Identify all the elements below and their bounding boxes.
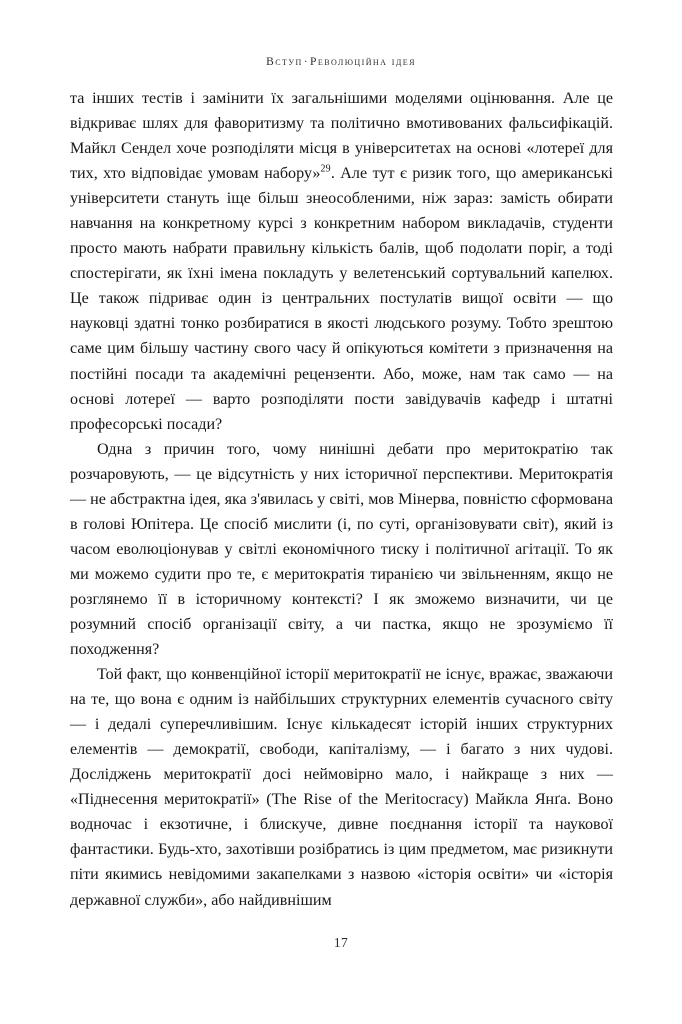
paragraph-3-text-part-1: Той факт, що конвенційної історії меритократії не існує, вражає, зважаючи на те, що вона є одним із найбільших структурних елементів сучасного світу — і дедалі суперечливішим. Існує кількадесят історій інших структурних елементів — демократії, свободи, капіталізму, — і багато з них чудові. Досліджень меритократії досі неймовірно мало, і найкраще з них — «Піднесення меритократії» ( (70, 666, 613, 809)
page-number: 17 (333, 935, 349, 950)
running-head-title: Революційна ідея (310, 56, 416, 68)
running-head-separator: · (303, 56, 310, 68)
paragraph-2: Одна з причин того, чому нинішні дебати про меритократію так розчаровують, — це відсутність у них історичної перспективи. Меритократія — не абстрактна ідея, яка з'явилась у світі, мов Мінерва, повністю сформована в голові Юпітера. Це спосіб мислити (і, по суті, організовувати світ), який із часом еволюціонував у світлі економічного тиску і політичної агітації. То як ми можемо судити про те, є меритократія тиранією чи звільненням, якщо не розглянемо її в історичному контексті? І як зможемо визначити, чи це розумний спосіб організації світу, а чи пастка, якщо не зрозуміємо її походження? (70, 440, 613, 659)
body-text (70, 86, 613, 913)
paragraph-1-text-after-note: . Але тут є ризик того, що американські університети стануть іще більш знеособленими, ніж зараз: замість обирати навчання на конкретному курсі з конкретним набором викладачів, студенти просто мають набрати правильну кількість балів, щоб подолати поріг, а тоді спостерігати, як їхні імена покладуть у велетенський сортувальний капелюх. Це також підриває один із центральних постулатів вищої освіти — що науковці здатні тонко розбиратися в якості людського розуму. Тобто зрештою саме цим більшу частину свого часу й опікуються комітети з призначення на постійні посади та академічні рецензенти. Або, може, нам так само — на основі лотереї — варто розподіляти пости завідувачів кафедр і штатні професорські посади? (70, 165, 613, 433)
paragraph-1 (70, 86, 613, 437)
footnote-marker-29: 29 (320, 163, 331, 175)
running-head (0, 56, 682, 68)
paragraph-3 (70, 662, 613, 912)
running-head-chapter: Вступ (266, 56, 303, 68)
paragraph-1-text-before-note: та інших тестів і замінити їх загальнішими моделями оцінювання. Але це відкриває шлях для фаворитизму та політично вмотивованих фальсифікацій. Майкл Сендел хоче розподіляти місця в університетах на основі «лотереї для тих, хто відповідає умовам набору» (70, 90, 613, 183)
paragraph-3-text-part-2: ) Майкла Янґа. Воно водночас і екзотичне, і блискуче, дивне поєднання історії та наукової фантастики. Будь-хто, захотівши розібратись із цим предметом, має ризикнути піти якимись невідомими закапелками з назвою «історія освіти» чи «історія державної служби», або найдивнішим (70, 791, 614, 909)
book-title-latin: The Rise of the Meritocracy (271, 791, 464, 809)
